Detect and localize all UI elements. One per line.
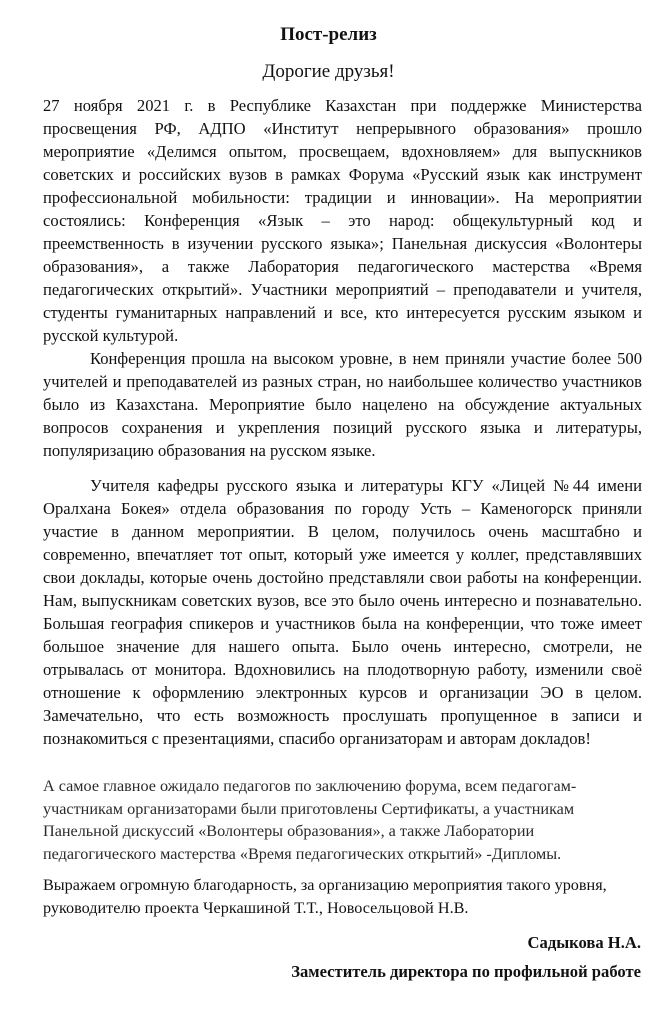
paragraph-conference: Конференция прошла на высоком уровне, в нем приняли участие более 500 учителей и преподавателей из разных стран, но наибольшее количество участников было из Казахстана. Мероприятие было нацелено на обсуждение актуальных вопросов сохранения и укрепления позиций русского языка и литературы, популяризацию образования на русском языке. <box>43 349 642 460</box>
paragraph-certificates: А самое главное ожидало педагогов по заключению форума, всем педагогам-участникам организаторами были приготовлены Сертификаты, а участникам Панельной дискуссий «Волонтеры образования», а также Лаборатории педагогического мастерства «Время педагогических открытий» -Дипломы. <box>43 777 577 863</box>
signature-role: Заместитель директора по профильной работе <box>291 962 641 981</box>
paragraph-intro: 27 ноября 2021 г. в Республике Казахстан при поддержке Министерства просвещения РФ, АДПО «Институт непрерывного образования» прошло мероприятие «Делимся опытом, просвещаем, вдохновляем» для выпускников советских и российских вузов в рамках Форума «Русский язык как инструмент профессиональной мобильности: традиции и инновации». На мероприятии состоялись: Конференция «Язык – это народ: общекультурный код и преемственность в изучении русского языка»; Панельная дискуссия «Волонтеры образования», а также Лаборатория педагогического мастерства «Время педагогических открытий». Участники мероприятий – преподаватели и учителя, студенты гуманитарных направлений и все, кто интересуется русским языком и русской культурой. <box>43 96 642 345</box>
document-greeting: Дорогие друзья! <box>262 61 395 82</box>
paragraph-gratitude: Выражаем огромную благодарность, за организацию мероприятия такого уровня, руководителю проекта Черкашиной Т.Т., Новосельцовой Н.В. <box>43 876 607 917</box>
document-title: Пост-релиз <box>280 24 377 45</box>
paragraph-teachers: Учителя кафедры русского языка и литературы КГУ «Лицей №44 имени Оралхана Бокея» отдела образования по городу Усть – Каменогорск приняли участие в данном мероприятии. В целом, получилось очень масштабно и современно, впечатляет тот опыт, который уже имеется у коллег, представлявших свои доклады, которые очень достойно представляли свои работы на конференции. Нам, выпускникам советских вузов, все это было очень интересно и познавательно. Большая география спикеров и участников была на конференции, что тоже имеет большое значение для нашего опыта. Было очень интересно, смотрели, не отрывалась от монитора. Вдохновились на плодотворную работу, изменили своё отношение к оформлению электронных курсов и организации ЭО в целом. Замечательно, что есть возможность прослушать пропущенное в записи и познакомиться с презентациями, спасибо организаторам и авторам докладов! <box>43 476 642 748</box>
signature-name: Садыкова Н.А. <box>527 933 641 952</box>
